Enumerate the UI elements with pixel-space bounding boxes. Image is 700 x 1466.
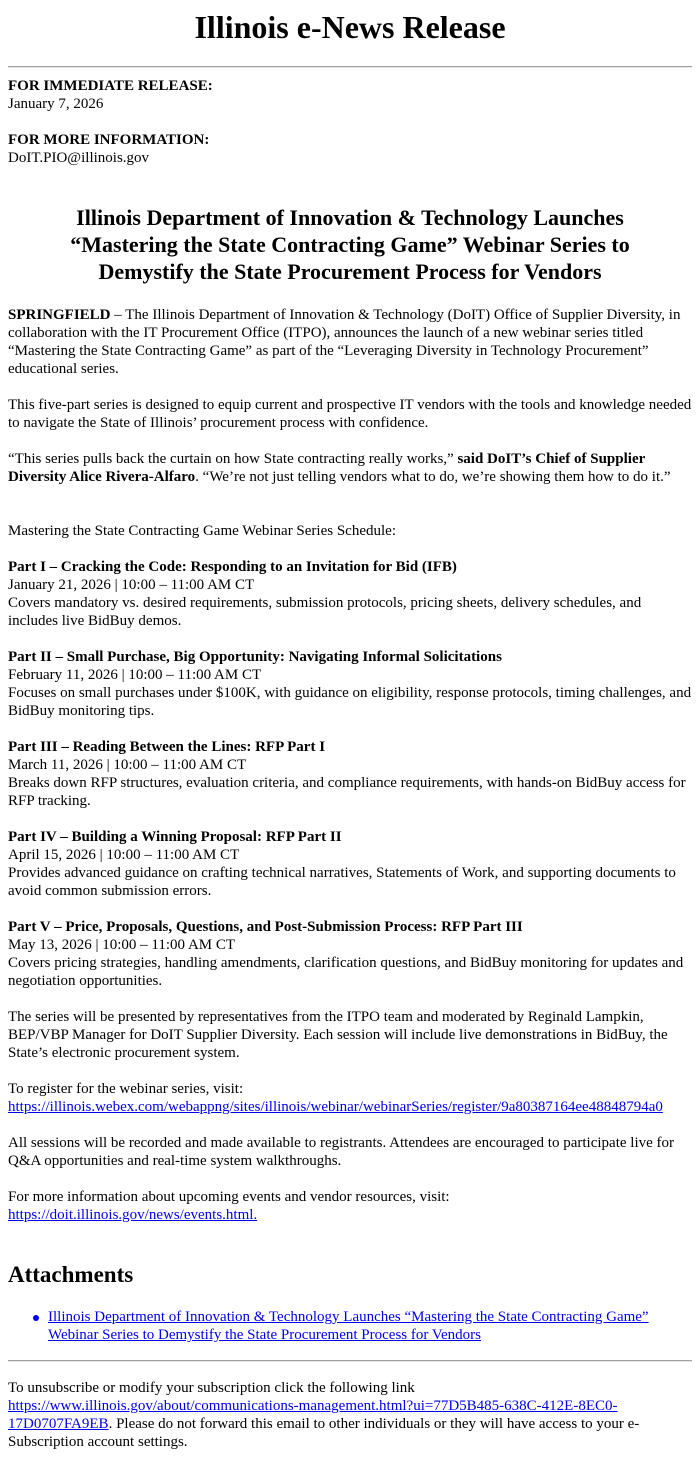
- session-time: May 13, 2026 | 10:00 – 11:00 AM CT: [8, 937, 236, 953]
- quote-attribution: said DoIT’s Chief of Supplier Diversity Alice Rivera-Alfaro: [8, 451, 645, 485]
- register-text: To register for the webinar series, visit:: [8, 1081, 244, 1097]
- release-label: FOR IMMEDIATE RELEASE:: [8, 78, 213, 94]
- footer-warning: . Please do not forward this email to other individuals or they will have access to your e-Subscription account settings.: [8, 1416, 640, 1450]
- bottom-divider: [8, 1360, 692, 1362]
- bullet-icon: [33, 1315, 39, 1321]
- session-description: Breaks down RFP structures, evaluation criteria, and compliance requirements, with hands-on BidBuy access for RFP tracking.: [8, 775, 686, 809]
- more-info-text: For more information about upcoming events and vendor resources, visit:: [8, 1189, 450, 1205]
- session-part-1: [8, 558, 692, 630]
- session-part-3: [8, 738, 692, 810]
- session-description: Covers pricing strategies, handling amendments, clarification questions, and BidBuy monitoring for updates and negotiation opportunities.: [8, 955, 684, 989]
- session-part-5: [8, 918, 692, 990]
- attachments-list: [48, 1308, 693, 1344]
- intro-paragraph: [8, 306, 692, 378]
- schedule-heading: [8, 522, 692, 540]
- register-paragraph: [8, 1080, 692, 1116]
- session-time: April 15, 2026 | 10:00 – 11:00 AM CT: [8, 847, 240, 863]
- presenters-text: The series will be presented by representatives from the ITPO team and moderated by Reginald Lampkin, BEP/VBP Manager for DoIT Supplier Diversity. Each session will include live demonstrations in BidBuy, the State’s electronic procurement system.: [8, 1009, 668, 1061]
- series-description-text: This five-part series is designed to equip current and prospective IT vendors with the tools and knowledge needed to navigate the State of Illinois’ procurement process with confidence.: [8, 397, 692, 431]
- session-title: Part V – Price, Proposals, Questions, and Post-Submission Process: RFP Part III: [8, 919, 523, 935]
- attachment-link[interactable]: Illinois Department of Innovation & Technology Launches “Mastering the State Contracting Game” Webinar Series to Demystify the State Procurement Process for Vendors: [48, 1309, 649, 1343]
- session-description: Covers mandatory vs. desired requirements, submission protocols, pricing sheets, delivery schedules, and includes live BidBuy demos.: [8, 595, 642, 629]
- attachments-heading: Attachments: [8, 1262, 134, 1287]
- session-title: Part II – Small Purchase, Big Opportunity: Navigating Informal Solicitations: [8, 649, 502, 665]
- session-title: Part III – Reading Between the Lines: RFP Part I: [8, 739, 326, 755]
- top-divider: [8, 66, 692, 68]
- subscription-link[interactable]: https://www.illinois.gov/about/communications-management.html?ui=77D5B485-638C-412E-8EC0-17D0707FA9EB: [8, 1398, 618, 1432]
- session-description: Focuses on small purchases under $100K, with guidance on eligibility, response protocols, timing challenges, and BidBuy monitoring tips.: [8, 685, 692, 719]
- events-link[interactable]: https://doit.illinois.gov/news/events.html.: [8, 1207, 258, 1223]
- series-description: [8, 396, 692, 432]
- more-info-paragraph: [8, 1188, 692, 1224]
- schedule-heading-text: Mastering the State Contracting Game Webinar Series Schedule:: [8, 523, 396, 539]
- release-date: January 7, 2026: [8, 96, 104, 112]
- session-description: Provides advanced guidance on crafting technical narratives, Statements of Work, and supporting documents to avoid common submission errors.: [8, 865, 676, 899]
- quote-paragraph: [8, 450, 692, 486]
- attachment-item: [48, 1308, 693, 1344]
- quote-open: “This series pulls back the curtain on how State contracting really works,”: [8, 451, 458, 467]
- session-time: January 21, 2026 | 10:00 – 11:00 AM CT: [8, 577, 255, 593]
- release-headline: Illinois Department of Innovation & Technology Launches “Mastering the State Contracting Game” Webinar Series to Demystify the State Procurement Process for Vendors: [70, 205, 630, 284]
- unsubscribe-footer: [8, 1379, 692, 1451]
- session-time: March 11, 2026 | 10:00 – 11:00 AM CT: [8, 757, 247, 773]
- register-link[interactable]: https://illinois.webex.com/webappng/sites/illinois/webinar/webinarSeries/register/9a80387164ee48848794a0: [8, 1099, 663, 1115]
- dateline: SPRINGFIELD: [8, 307, 111, 323]
- recorded-paragraph: [8, 1134, 692, 1170]
- release-info: [8, 77, 692, 113]
- contact-email: DoIT.PIO@illinois.gov: [8, 150, 150, 166]
- intro-text: – The Illinois Department of Innovation & Technology (DoIT) Office of Supplier Diversity, in collaboration with the IT Procurement Office (ITPO), announces the launch of a new webinar series titled “Mastering the State Contracting Game” as part of the “Leveraging Diversity in Technology Procurement” educational series.: [8, 307, 681, 377]
- contact-info: [8, 131, 692, 167]
- session-title: Part IV – Building a Winning Proposal: RFP Part II: [8, 829, 342, 845]
- recorded-text: All sessions will be recorded and made available to registrants. Attendees are encouraged to participate live for Q&A opportunities and real-time system walkthroughs.: [8, 1135, 675, 1169]
- session-title: Part I – Cracking the Code: Responding to an Invitation for Bid (IFB): [8, 559, 457, 575]
- session-time: February 11, 2026 | 10:00 – 11:00 AM CT: [8, 667, 262, 683]
- presenters-paragraph: [8, 1008, 692, 1062]
- contact-label: FOR MORE INFORMATION:: [8, 132, 210, 148]
- quote-close: . “We’re not just telling vendors what to do, we’re showing them how to do it.”: [195, 469, 671, 485]
- masthead-title: Illinois e-News Release: [194, 9, 506, 45]
- session-part-2: [8, 648, 692, 720]
- footer-text: To unsubscribe or modify your subscription click the following link: [8, 1380, 415, 1396]
- session-part-4: [8, 828, 692, 900]
